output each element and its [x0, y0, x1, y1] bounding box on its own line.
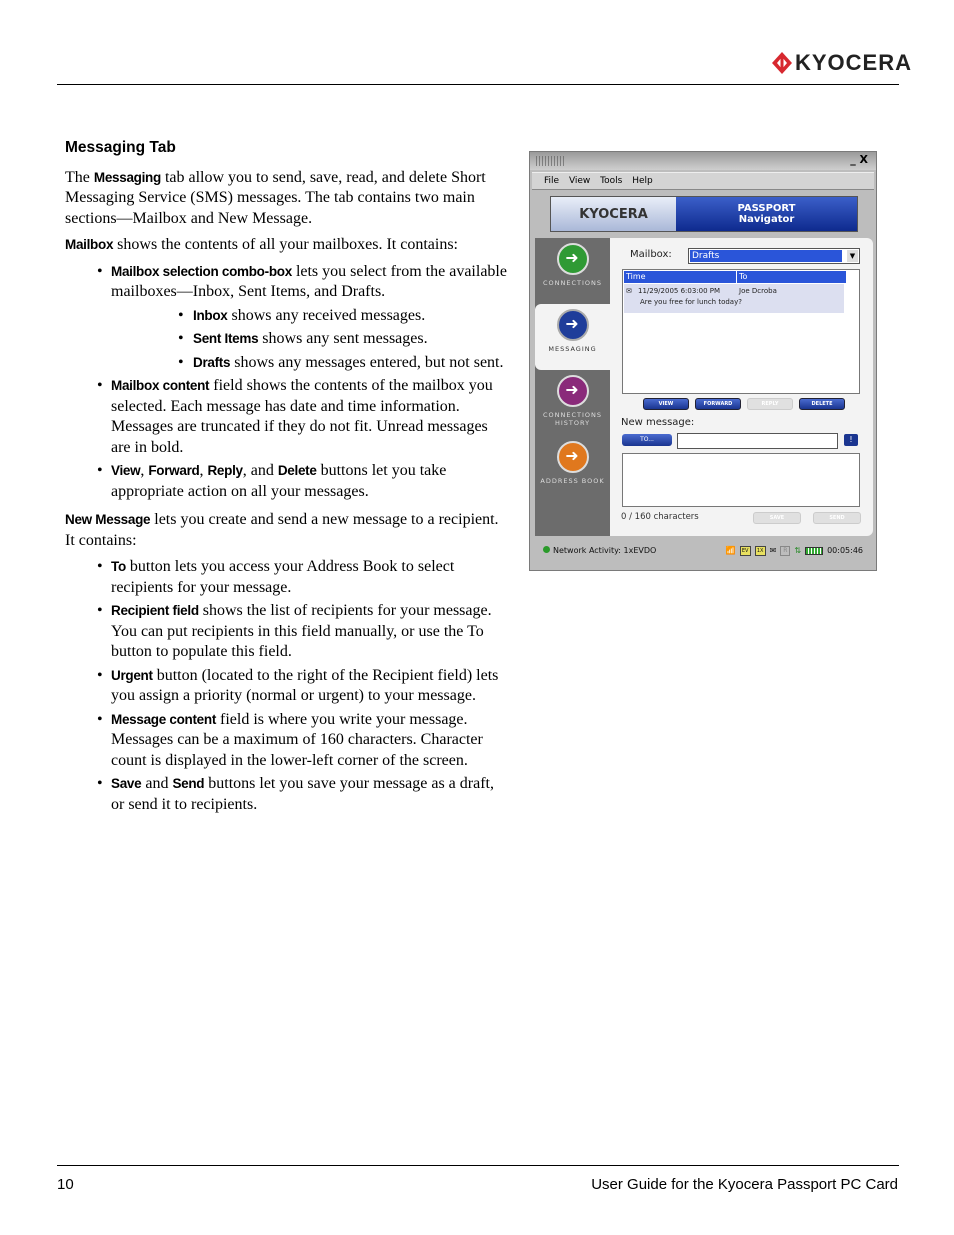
delete-button[interactable]: DELETE — [799, 398, 845, 410]
1x-icon: 1X — [755, 546, 766, 556]
list-item: • Inbox shows any received messages. — [111, 306, 510, 327]
table-row[interactable] — [624, 284, 844, 313]
mailbox-select[interactable] — [688, 248, 860, 264]
menu-tools[interactable]: Tools — [600, 176, 623, 186]
banner-product-sub: Navigator — [738, 214, 795, 225]
message-time: 11/29/2005 6:03:00 PM — [638, 287, 721, 295]
battery-icon — [805, 547, 823, 555]
kyocera-logo — [772, 52, 912, 74]
nav-label: CONNECTIONS — [542, 279, 603, 287]
arrow-icon — [557, 309, 589, 341]
message-content-field[interactable] — [622, 453, 860, 507]
intro-paragraph: The Messaging tab allow you to send, save, read, and delete Short Messaging Service (SMS) messages. The tab contains two main sections—Mailbox and New Message. — [65, 168, 486, 227]
app-banner — [550, 196, 858, 232]
footer-rule — [57, 1165, 899, 1166]
mailbox-content[interactable] — [622, 269, 860, 394]
menu-help[interactable]: Help — [632, 176, 653, 186]
recipient-field[interactable] — [677, 433, 838, 449]
nav-connections[interactable] — [535, 238, 610, 304]
new-message-list — [65, 557, 510, 815]
list-item: • Drafts shows any messages entered, but not sent. — [111, 353, 510, 374]
tray-icons — [726, 541, 863, 561]
roaming-icon: R — [780, 546, 790, 556]
chevron-down-icon[interactable]: ▼ — [847, 250, 858, 262]
column-to[interactable]: To — [737, 271, 847, 283]
to-button[interactable]: TO... — [622, 434, 672, 446]
arrow-icon — [557, 375, 589, 407]
mail-icon: ✉ — [769, 546, 777, 555]
table-header — [624, 271, 858, 283]
nav-messaging[interactable] — [535, 304, 610, 370]
menu-bar — [532, 172, 874, 190]
view-button[interactable]: VIEW — [643, 398, 689, 410]
message-preview: Are you free for lunch today? — [640, 298, 742, 306]
envelope-icon: ✉ — [626, 287, 632, 295]
side-nav — [535, 238, 610, 536]
list-item: • To button lets you access your Address Book to select recipients for your message. — [65, 557, 510, 598]
header-rule — [57, 84, 899, 85]
message-line — [624, 284, 844, 295]
nav-label: MESSAGING — [548, 345, 597, 353]
menu-view[interactable]: View — [568, 176, 591, 186]
mailbox-label: Mailbox: — [630, 249, 672, 260]
title-bar — [530, 152, 876, 170]
kyocera-logo-icon — [772, 52, 792, 74]
grip-icon — [536, 156, 564, 166]
status-bar — [535, 541, 871, 561]
footer-title: User Guide for the Kyocera Passport PC Card — [591, 1176, 898, 1193]
mailbox-list — [65, 262, 510, 503]
banner-product — [676, 197, 857, 231]
message-to: Joe Dcroba — [739, 287, 777, 295]
banner-brand: KYOCERA — [551, 197, 676, 231]
logo-text: KYOCERA — [795, 50, 913, 75]
app-screenshot — [529, 151, 877, 571]
list-item: • Mailbox selection combo-box lets you select from the available mailboxes—Inbox, Sent Items, and Drafts. • Inbox shows any received messages. • Sent Items shows any sent messages. • Drafts shows any messages entered, but not sent. — [65, 262, 510, 374]
list-item: • Recipient field shows the list of recipients for your message. You can put recipients in this field manually, or use the To button to populate this field. — [65, 601, 510, 663]
nav-label: ADDRESS BOOK — [540, 477, 605, 485]
send-button[interactable]: SEND — [813, 512, 861, 524]
list-item: • Message content field is where you write your message. Messages can be a maximum of 160 characters. Character count is displayed in the lower-left corner of the screen. — [65, 710, 510, 772]
list-item: • Urgent button (located to the right of the Recipient field) lets you assign a priority (normal or urgent) to your message. — [65, 666, 510, 707]
signal-icon: 📶 — [725, 546, 736, 555]
page-number: 10 — [57, 1176, 74, 1193]
arrow-icon — [557, 441, 589, 473]
mailbox-sublist — [111, 306, 510, 374]
list-item: • Mailbox content field shows the contents of the mailbox you selected. Each message has date and time information. Messages are truncated if they do not fit. Unread messages are in bold. — [65, 376, 510, 458]
new-message-intro: New Message lets you create and send a new message to a recipient. It contains: — [65, 511, 499, 549]
char-count: 0 / 160 characters — [621, 512, 699, 522]
network-status: Network Activity: 1xEVDO — [553, 546, 657, 555]
menu-file[interactable]: File — [544, 176, 560, 186]
section-heading: Messaging Tab — [65, 139, 176, 156]
connection-timer: 00:05:46 — [827, 546, 863, 555]
messaging-panel — [610, 238, 873, 536]
list-item: • Save and Send buttons let you save your message as a draft, or send it to recipients. — [65, 774, 510, 815]
network-status-icon — [543, 546, 550, 553]
mailbox-selected: Drafts — [690, 250, 842, 262]
nav-address-book[interactable] — [535, 436, 610, 502]
mailbox-buttons — [643, 398, 845, 410]
banner-product-name: PASSPORT — [737, 203, 796, 214]
main-column — [65, 138, 510, 823]
ev-icon: EV — [740, 546, 751, 556]
list-item: • View, Forward, Reply, and Delete buttons let you take appropriate action on all your messages. — [65, 461, 510, 502]
mailbox-intro: Mailbox shows the contents of all your mailboxes. It contains: — [65, 236, 458, 253]
column-time[interactable]: Time — [624, 271, 737, 283]
new-message-label: New message: — [621, 417, 695, 428]
reply-button[interactable]: REPLY — [747, 398, 793, 410]
save-button[interactable]: SAVE — [753, 512, 801, 524]
compose-buttons — [753, 512, 861, 524]
urgent-button[interactable]: ! — [844, 434, 858, 446]
nav-label: CONNECTIONS HISTORY — [542, 411, 603, 427]
arrow-icon — [557, 243, 589, 275]
window-controls[interactable]: _ X — [850, 153, 868, 166]
forward-button[interactable]: FORWARD — [695, 398, 741, 410]
nav-connections-history[interactable] — [535, 370, 610, 436]
activity-icon: ⇅ — [794, 546, 802, 555]
list-item: • Sent Items shows any sent messages. — [111, 329, 510, 350]
